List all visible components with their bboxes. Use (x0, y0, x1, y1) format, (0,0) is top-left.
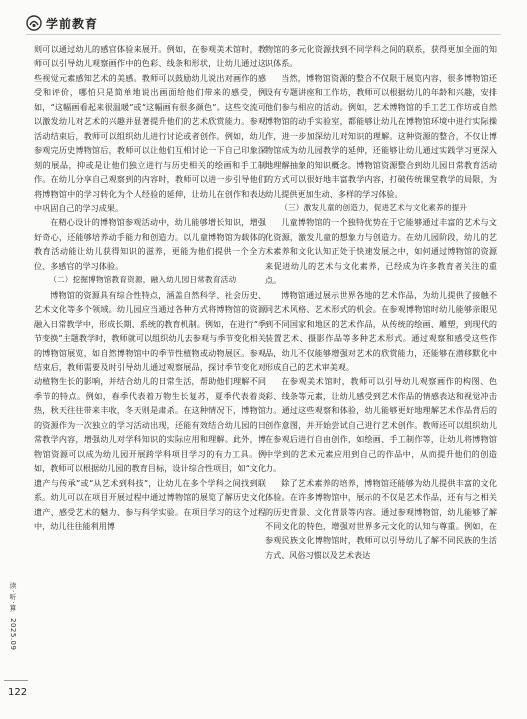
section-heading: （三）激发儿童的创造力，促进艺术与文化素养的提升 (280, 202, 468, 212)
body-paragraph-continued: 则可以通过幼儿的感官体验来展开。例如，在参观美术馆时，教师可以引导幼儿观察画作中的色彩、线条和形状，让幼儿通过这些视觉元素感知艺术的美感。教师可以鼓励幼儿说出对画作的感受和评价，哪怕只是简单地说出画面给他们带来的感受，例如，“这幅画看起来很温暖”或“这幅画有很多颜色”。这些交流可以激发幼儿对艺术的兴趣并显著提升他们的艺术欣赏能力。参观活动结束后，教师可以组织幼儿进行讨论或者创作。例如，幼儿参观完历史博物馆后，教师可以让他们互相讨论一下自己印象深刻的展品，抑或是让他们独立进行与历史相关的绘画和手工制作。在幼儿分享自己观察到的内容时，教师可以进一步引导他们将博物馆中的学习转化为个人经验的延伸，让幼儿在创作和表达中巩固自己的学习成果。 (34, 44, 266, 213)
issue-date: 2025.09 (9, 618, 17, 651)
article-column-left (34, 42, 266, 676)
section-heading: （二）挖掘博物馆教育资源，融入幼儿园日常教育活动 (49, 275, 237, 285)
article-column-right (265, 42, 497, 676)
page-number: 122 (8, 687, 28, 698)
body-paragraph: 在参观美术馆时，教师可以引导幼儿观察画作的构图、色彩、线条等元素，让幼儿感受到艺术作品的情感表达和视觉冲击力。通过这些观察和体验，幼儿能够更好地理解艺术作品背后的创作意图，并开始尝试自己进行艺术创作。教师还可以组织幼儿在参观后进行自由创作，如绘画、手工制作等，让幼儿将博物馆中学到的艺术元素应用到自己的作品中，从而提升他们的创造力。 (265, 376, 497, 474)
page-header (26, 14, 98, 32)
journal-name: 学前教育 (46, 16, 99, 31)
body-paragraph: 儿童博物馆的一个独特优势在于它能够通过丰富的艺术与文化资源，激发儿童的想象力与创造力。在幼儿园阶段，幼儿的艺术素养和文化认知正处于快速发展之中，如何通过博物馆的资源来促进幼儿的艺术与文化素养，已经成为许多教育者关注的重点。 (265, 217, 497, 286)
journal-logo-icon (26, 15, 42, 31)
body-paragraph: 当然，博物馆资源的整合不仅限于展览内容，很多博物馆还设有专题讲座和工作坊，教师可以根据幼儿的年龄和兴趣，安排他们参与相应的活动。例如，艺术博物馆的手工艺工作坊或自然博物馆的动手实验室，都能够让幼儿在博物馆环境中进行实际操作，进一步加深幼儿对知识的理解。这种资源的整合，不仅让博物馆成为幼儿园教学的延伸，还能够让幼儿通过实践学习更深入地理解抽象的知识概念。博物馆资源整合到幼儿园日常教育活动的方式可以很好地丰富教学内容，打破传统课堂教学的局限，为幼儿提供更加生动、多样的学习体验。 (265, 72, 497, 199)
issue-sidebar (4, 582, 22, 664)
body-paragraph-continued: 物馆的多元化资源找到不同学科之间的联系，获得更加全面的知识体系。 (265, 44, 497, 69)
body-paragraph: 博物馆的资源具有综合性特点，涵盖自然科学、社会历史、艺术文化等多个领域。幼儿园应当通过各种方式将博物馆的资源融入日常教学中，形成长期、系统的教育机制。例如，在进行“季节变换”主题教学时，教师就可以组织幼儿去参观与季节变化相关的博物馆展览，如自然博物馆中的季节性植物或动物展区。参观结束后，教师需要及时引导幼儿通过观察展品，探讨季节变化对动植物生长的影响，并结合幼儿的日常生活，帮助他们理解不同季节的特点。例如，春季代表着万物生长复苏，夏季代表着炎热，秋天往往带来丰收，冬天则是肃杀。在这种情况下，博物馆的资源作为一次独立的学习活动出现，还能有效结合幼儿园的日常教学内容，增强幼儿对学科知识的实际应用和理解。此外，博物馆资源可以成为幼儿园开展跨学科项目学习的有力工具。例如，教师可以根据幼儿园的教育目标，设计综合性项目，如“文化遗产与传承”或“从艺术到科技”，让幼儿在多个学科之间找到联系。幼儿可以在项目开展过程中通过博物馆的展览了解历史文化遗产、感受艺术的魅力、参与科学实验。在项目学习的这个过程中，幼儿往往能利用博 (34, 289, 266, 531)
body-paragraph: 在精心设计的博物馆参观活动中，幼儿能够增长知识，增强好奇心，还能够培养动手能力和创造力。以儿童博物馆为载体的教育活动能让幼儿获得知识的滋养，更能为他们提供一个全方位、多感官的学习体验。 (34, 217, 266, 271)
body-paragraph: 除了艺术素养的培养，博物馆还能够为幼儿提供丰富的文化体验。在许多博物馆中，展示的不仅是艺术作品，还有与之相关的历史背景、文化背景等内容。通过参观博物馆，幼儿能够了解不同文化的特色，增强对世界多元文化的认知与尊重。例如，在参观民族文化博物馆时，教师可以引导幼儿了解不同民族的生活方式、风俗习惯以及艺术表达 (265, 477, 497, 560)
page-number-divider (4, 680, 28, 681)
section-label: 读·听·算 (9, 582, 17, 613)
header-divider (26, 34, 501, 35)
body-paragraph: 博物馆通过展示世界各地的艺术作品，为幼儿提供了接触不同艺术风格、艺术形式的机会。在参观博物馆时幼儿能够亲眼见到不同国家和地区的艺术作品，从传统的绘画、雕塑，到现代的装置艺术、摄影作品等多种艺术形式。通过观察和感受这些作品，幼儿不仅能够增强对艺术的欣赏能力，还能够在潜移默化中形成自己的艺术审美观。 (265, 289, 497, 372)
